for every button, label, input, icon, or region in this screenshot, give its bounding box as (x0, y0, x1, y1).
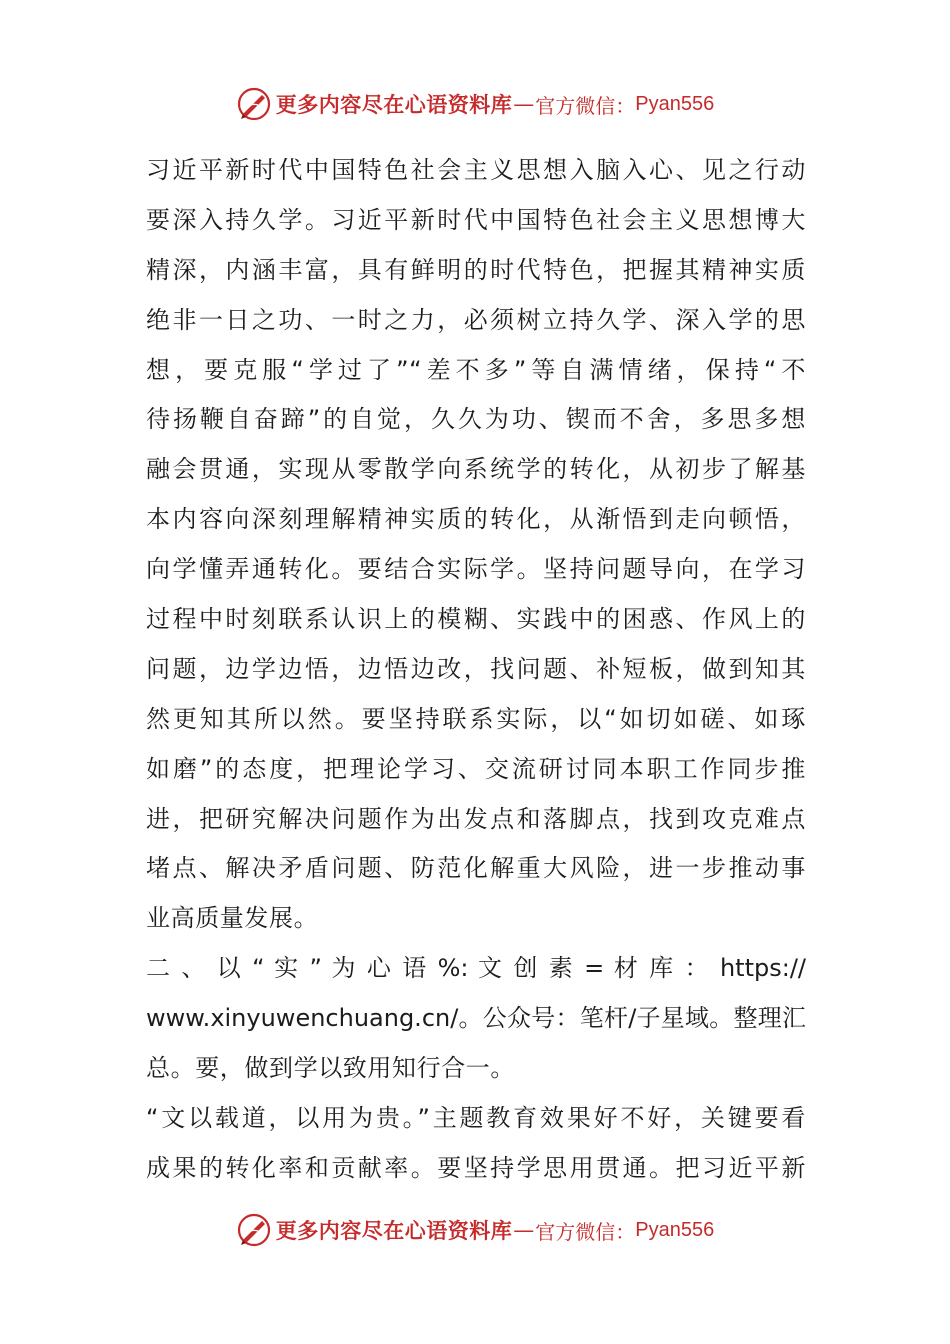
pen-logo-icon (236, 86, 272, 122)
text-line: 进，把研究解决问题作为出发点和落脚点，找到攻克难点 (146, 804, 806, 833)
section-heading-line: www.xinyuwenchuang.cn/。公众号：笔杆/子星域。整理汇 (146, 1004, 806, 1033)
text-line: 问题，边学边悟，边悟边改，找问题、补短板，做到知其 (146, 654, 806, 683)
text-line: 成果的转化率和贡献率。要坚持学思用贯通。把习近平新 (146, 1153, 806, 1182)
banner-title: 更多内容尽在心语资料库 (275, 92, 513, 117)
section-heading-line: 总。要，做到学以致用知行合一。 (146, 1054, 515, 1083)
text-line: 想，要克服“学过了”“差不多”等自满情绪，保持“不 (146, 355, 806, 384)
header-banner (0, 84, 950, 124)
banner-dash: — (513, 92, 535, 116)
text-line: 要深入持久学。习近平新时代中国特色社会主义思想博大 (146, 205, 806, 234)
text-line: “文以载道，以用为贵。”主题教育效果好不好，关键要看 (146, 1103, 806, 1132)
footer-banner (0, 1210, 950, 1250)
text-line: 习近平新时代中国特色社会主义思想入脑入心、见之行动 (146, 156, 806, 184)
text-line: 堵点、解决矛盾问题、防范化解重大风险，进一步推动事 (146, 854, 806, 883)
banner-dash: — (513, 1218, 535, 1242)
text-line: 绝非一日之功、一时之力，必须树立持久学、深入学的思 (146, 305, 806, 334)
banner-official-label: 官方微信： (535, 93, 636, 118)
section-heading-line: 二 、 以 “ 实 ” 为 心 语 %: 文 创 素 = 材 库 ： https:// (146, 954, 806, 983)
text-line: 精深，内涵丰富，具有鲜明的时代特色，把握其精神实质 (146, 255, 806, 284)
text-line: 本内容向深刻理解精神实质的转化，从渐悟到走向顿悟， (146, 505, 806, 534)
banner-wechat-handle: Pyan556 (635, 92, 715, 115)
text-line: 然更知其所以然。要坚持联系实际，以“如切如磋、如琢 (146, 704, 806, 733)
text-line: 业高质量发展。 (146, 904, 319, 933)
text-line: 融会贯通，实现从零散学向系统学的转化，从初步了解基 (146, 455, 806, 484)
banner-title: 更多内容尽在心语资料库 (275, 1218, 513, 1243)
banner-official-label: 官方微信： (535, 1219, 636, 1244)
document-body (146, 146, 806, 1194)
pen-logo-icon (236, 1212, 272, 1248)
text-line: 如磨”的态度，把理论学习、交流研讨同本职工作同步推 (146, 754, 806, 783)
banner-wechat-handle: Pyan556 (635, 1218, 715, 1241)
text-line: 过程中时刻联系认识上的模糊、实践中的困惑、作风上的 (146, 605, 806, 634)
text-line: 向学懂弄通转化。要结合实际学。坚持问题导向，在学习 (146, 555, 806, 584)
text-line: 待扬鞭自奋蹄”的自觉，久久为功、锲而不舍，多思多想 (146, 405, 806, 434)
